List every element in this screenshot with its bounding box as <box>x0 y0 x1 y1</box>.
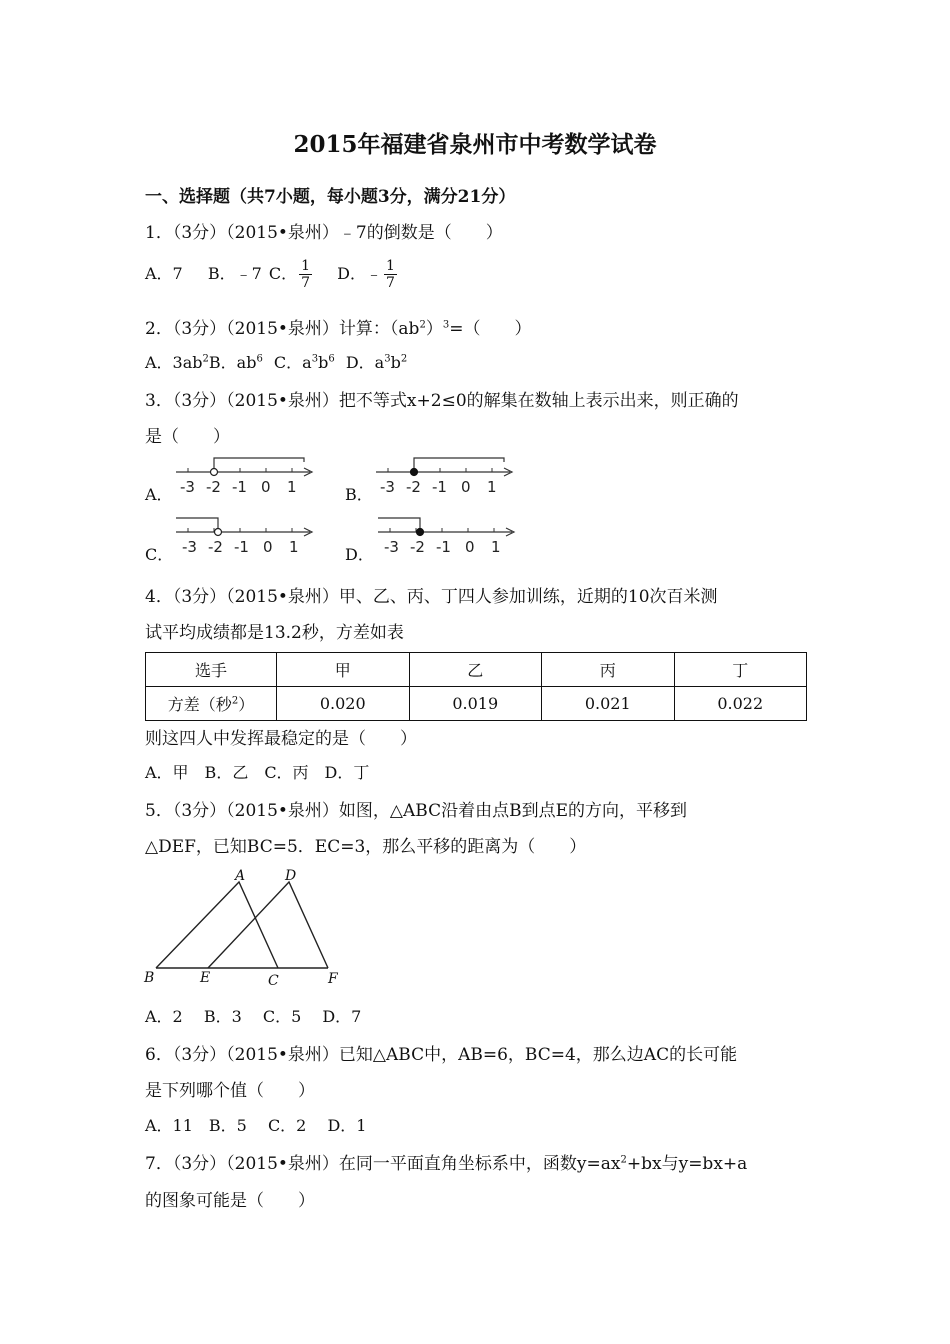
q2-c-text: b <box>318 353 329 372</box>
q4-options: A．甲 B．乙 C．丙 D．丁 <box>145 763 370 782</box>
q2-c-text: C．a <box>273 353 312 372</box>
q3-label-d: D． <box>345 545 374 564</box>
q2-option-d <box>346 353 407 372</box>
tick-label: -2 <box>406 478 421 496</box>
q5-stem-line2: △DEF，已知BC=5．EC=3，那么平移的距离为（ ） <box>145 837 587 857</box>
fraction-numerator: 1 <box>386 258 395 274</box>
q2-stem-text: 2．（3分）（2015•泉州）计算：（ab <box>145 319 420 339</box>
superscript: 2 <box>231 695 239 707</box>
tick-label: 1 <box>287 478 297 496</box>
q2-d-text: b <box>390 353 401 372</box>
number-line-d <box>374 512 524 562</box>
q7-stem-text: +bx与y=bx+a <box>626 1154 748 1174</box>
q2-stem-text: ） <box>425 319 443 339</box>
q1-option-c: C． <box>268 264 298 283</box>
q4-stem-line3: 则这四人中发挥最稳定的是（ ） <box>145 729 417 749</box>
superscript: 6 <box>328 353 335 365</box>
q7-stem-text: 7．（3分）（2015•泉州）在同一平面直角坐标系中，函数y=ax <box>145 1154 621 1174</box>
q5-options: A．2 B．3 C．5 D．7 <box>145 1007 362 1026</box>
number-line-c <box>172 512 322 562</box>
superscript: 2 <box>400 353 408 365</box>
q2-stem-text: =（ ） <box>449 319 532 339</box>
q3-stem-line1: 3．（3分）（2015•泉州）把不等式x+2≤0的解集在数轴上表示出来，则正确的 <box>145 391 739 411</box>
tick-label: 0 <box>461 478 471 496</box>
number-line-a <box>172 452 322 502</box>
q1-options <box>145 258 399 291</box>
superscript: 2 <box>620 1154 627 1166</box>
tick-label: -3 <box>180 478 195 496</box>
point-label-b: B <box>144 970 155 986</box>
tick-label: -1 <box>232 478 247 496</box>
fraction-numerator: 1 <box>301 258 311 274</box>
q3-stem-line2: 是（ ） <box>145 427 230 447</box>
fraction-denominator: 7 <box>301 275 311 291</box>
q2-b-text: B．ab <box>208 353 257 372</box>
table-cell: 0.021 <box>542 687 675 721</box>
q1-option-d: D．﹣ <box>337 264 382 283</box>
superscript: 3 <box>311 353 319 365</box>
q1-option-c-fraction <box>299 258 312 291</box>
q5-stem-line1: 5．（3分）（2015•泉州）如图，△ABC沿着由点B到点E的方向，平移到 <box>145 801 687 821</box>
superscript: 2 <box>202 353 209 365</box>
q3-label-c: C． <box>145 545 174 564</box>
q2-d-text: D．a <box>345 353 385 372</box>
table-header-cell: 选手 <box>146 653 277 687</box>
q2-option-b <box>209 353 263 372</box>
superscript: 6 <box>256 353 263 365</box>
point-label-f: F <box>328 971 338 987</box>
superscript: 3 <box>384 353 391 365</box>
row-label-text: 方差（秒 <box>167 695 232 714</box>
tick-label: -3 <box>384 538 399 556</box>
q2-option-c <box>274 353 335 372</box>
q4-stem-line1: 4．（3分）（2015•泉州）甲、乙、丙、丁四人参加训练，近期的10次百米测 <box>145 587 718 607</box>
q5-triangle-figure <box>140 864 350 998</box>
table-cell: 0.019 <box>409 687 542 721</box>
triangle-abc <box>156 882 278 968</box>
tick-label: -1 <box>436 538 451 556</box>
table-row-label <box>146 687 277 721</box>
tick-label: 0 <box>261 478 271 496</box>
q6-stem-line1: 6．（3分）（2015•泉州）已知△ABC中，AB=6，BC=4，那么边AC的长可能 <box>145 1045 738 1065</box>
point-label-c: C <box>268 973 279 989</box>
fraction-denominator: 7 <box>386 275 395 291</box>
q2-option-a <box>145 353 209 372</box>
table-header-cell: 丁 <box>674 653 807 687</box>
variance-table <box>145 652 807 721</box>
table-row <box>146 687 807 721</box>
number-line-b <box>372 452 522 502</box>
superscript: 3 <box>442 319 450 331</box>
q1-stem: 1．（3分）（2015•泉州）﹣7的倒数是（ ） <box>145 223 503 243</box>
table-cell: 0.022 <box>674 687 807 721</box>
tick-label: -2 <box>410 538 425 556</box>
page-title: 2015年福建省泉州市中考数学试卷 <box>293 131 657 158</box>
q7-stem-line2: 的图象可能是（ ） <box>145 1191 315 1211</box>
tick-label: 1 <box>491 538 501 556</box>
point-label-d: D <box>285 868 297 884</box>
table-header-cell: 丙 <box>542 653 675 687</box>
point-label-e: E <box>200 970 211 986</box>
tick-label: -2 <box>206 478 221 496</box>
tick-label: 1 <box>289 538 299 556</box>
table-header-cell: 乙 <box>409 653 542 687</box>
q2-stem <box>145 314 531 339</box>
tick-label: -3 <box>380 478 395 496</box>
q4-stem-line2: 试平均成绩都是13.2秒，方差如表 <box>145 623 404 643</box>
q6-options: A．11 B．5 C．2 D．1 <box>145 1116 367 1135</box>
table-header-cell: 甲 <box>277 653 410 687</box>
q1-option-a: A．7 <box>145 264 183 283</box>
table-row <box>146 653 807 687</box>
q1-option-d-fraction <box>384 258 397 291</box>
tick-label: 0 <box>465 538 475 556</box>
tick-label: -1 <box>432 478 447 496</box>
tick-label: -1 <box>234 538 249 556</box>
q7-stem-line1 <box>145 1149 747 1174</box>
tick-label: -3 <box>182 538 197 556</box>
table-cell: 0.020 <box>277 687 410 721</box>
tick-label: 1 <box>487 478 497 496</box>
point-label-a: A <box>235 868 246 884</box>
q2-options <box>145 350 407 373</box>
q3-label-a: A． <box>145 485 173 504</box>
tick-label: 0 <box>263 538 273 556</box>
q6-stem-line2: 是下列哪个值（ ） <box>145 1081 315 1101</box>
q2-a-text: A．3ab <box>145 353 203 372</box>
row-label-text: ） <box>238 695 255 714</box>
tick-label: -2 <box>208 538 223 556</box>
q3-label-b: B． <box>345 485 373 504</box>
superscript: 2 <box>419 319 426 331</box>
section-heading: 一、选择题（共7小题，每小题3分，满分21分） <box>145 187 516 207</box>
q1-option-b: B．﹣7 <box>207 264 262 283</box>
